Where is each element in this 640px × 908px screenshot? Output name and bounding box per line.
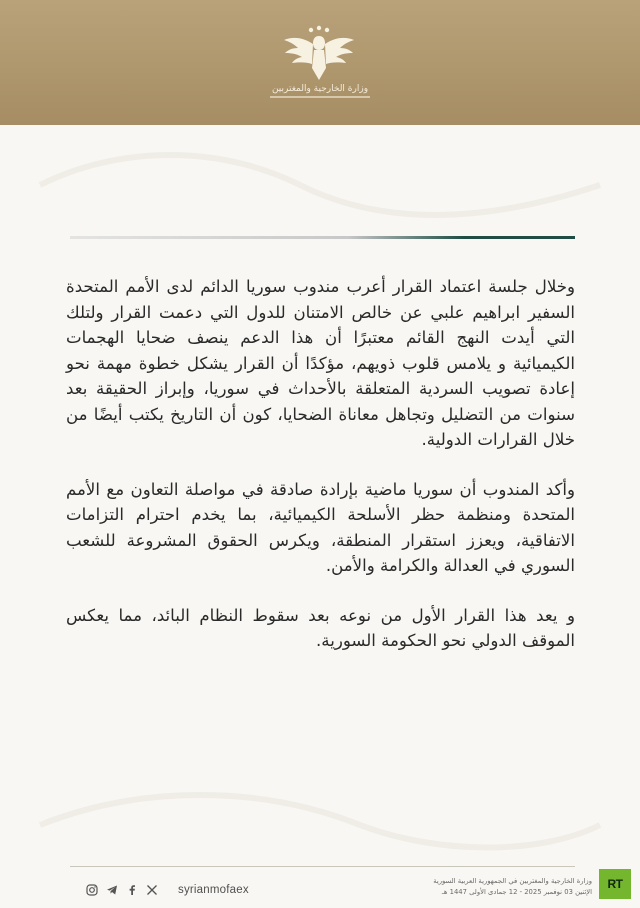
social-links <box>86 884 249 896</box>
letterhead-banner <box>0 0 640 125</box>
facebook-icon[interactable] <box>126 884 138 896</box>
paragraph-2: وأكد المندوب أن سوريا ماضية بإرادة صادقة في مواصلة التعاون مع الأمم المتحدة ومنظمة حظر الأسلحة الكيميائية، بما يخدم احترام التزامات الاتفاقية، ويعزز استقرار المنطقة، ويكرس الحقوق المشروعة للشعب السوري في العدالة والكرامة والأمن. <box>66 479 575 575</box>
eagle-emblem-icon <box>282 24 356 84</box>
ministry-footer-text <box>402 876 592 898</box>
date-footer-line: الإثنين 03 نوفمبر 2025 - 12 جمادى الأولى 1447 هـ <box>441 888 592 896</box>
emblem-caption-rule <box>270 96 370 98</box>
x-icon[interactable] <box>146 884 158 896</box>
ministry-emblem-caption: وزارة الخارجية والمغتربين <box>271 84 369 94</box>
paragraph-3: و يعد هذا القرار الأول من نوعه بعد سقوط النظام البائد، مما يعكس الموقف الدولي نحو الحكومة السورية. <box>66 605 575 650</box>
section-divider <box>70 236 575 239</box>
rt-logo: RT <box>599 869 631 899</box>
telegram-icon[interactable] <box>106 884 118 896</box>
social-handle[interactable]: syrianmofaex <box>178 884 249 896</box>
ministry-footer-line: وزارة الخارجية والمغتربين في الجمهورية العربية السورية <box>433 877 592 885</box>
statement-body <box>66 274 575 678</box>
footer-divider <box>70 866 575 867</box>
paragraph-1: وخلال جلسة اعتماد القرار أعرب مندوب سوريا الدائم لدى الأمم المتحدة السفير ابراهيم علبي عن خالص الامتنان للدول التي دعمت القرار ولتلك التي أيدت النهج القائم معتبرًا أن هذا الدعم ينصف ضحايا الهجمات الكيميائية و يلامس قلوب ذويهم، مؤكدًا أن القرار يشكل خطوة مهمة نحو إعادة تصويب السردية المتعلقة بالأحداث في سوريا، وإبراز الحقيقة بعد سنوات من التضليل وتجاهل معاناة الضحايا، كون أن التاريخ يكتب أيضًا من خلال القرارات الدولية. <box>66 277 575 449</box>
instagram-icon[interactable] <box>86 884 98 896</box>
